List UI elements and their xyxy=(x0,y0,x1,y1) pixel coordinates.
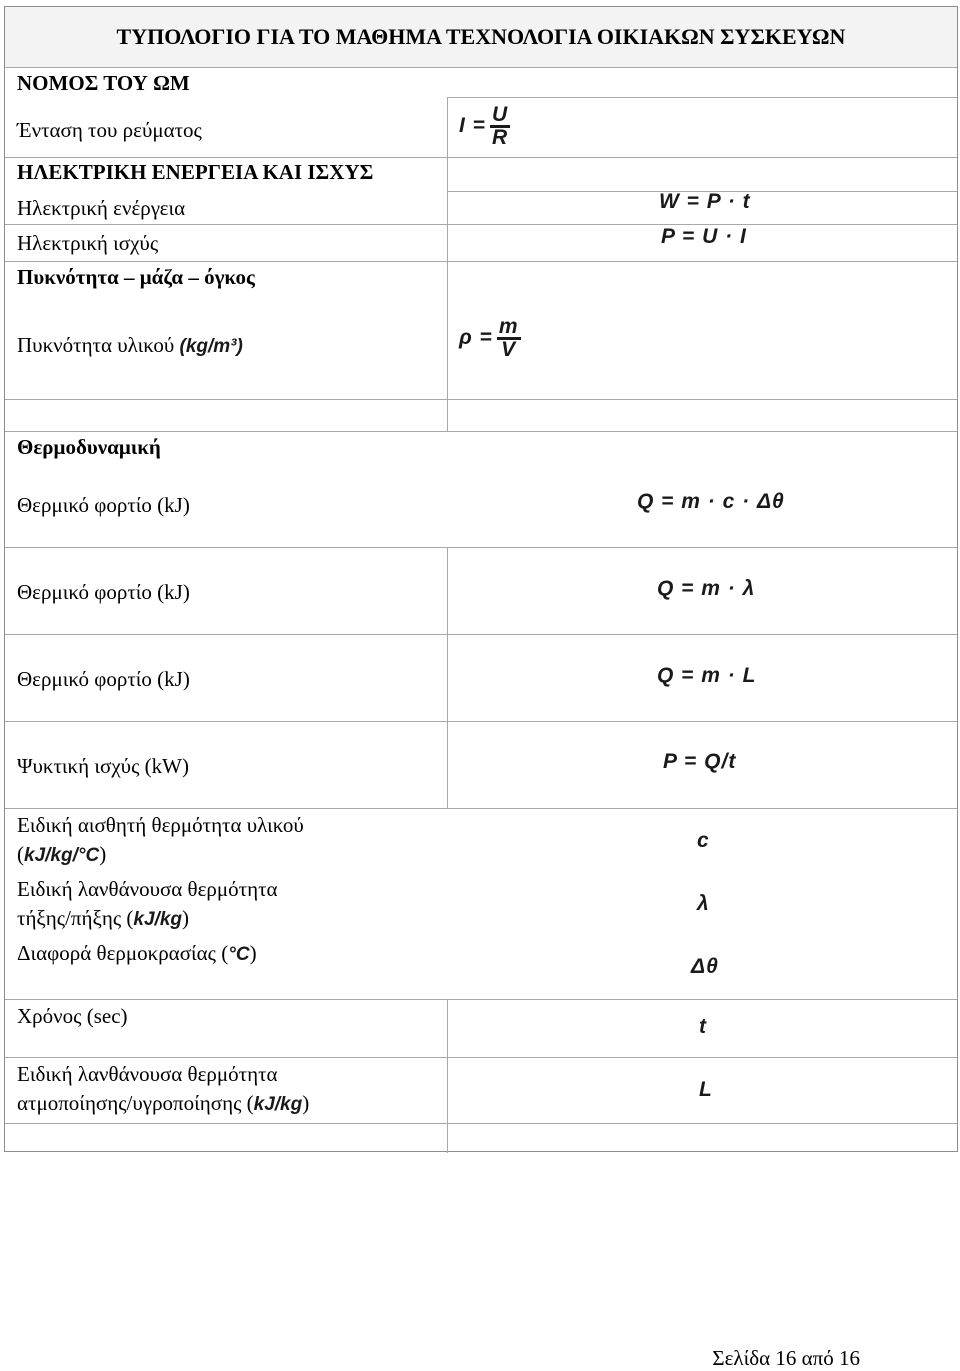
section-ohm: ΝΟΜΟΣ ΤΟΥ ΩΜ xyxy=(17,71,190,95)
label-cp-2 xyxy=(17,840,106,870)
symbol-t: t xyxy=(699,1015,707,1038)
section-density: Πυκνότητα – μάζα – όγκος xyxy=(17,265,255,289)
divider xyxy=(5,999,957,1000)
formula-energy: W = P · t xyxy=(659,190,751,213)
column-divider xyxy=(447,97,448,431)
formula-heat-2: Q = m · λ xyxy=(657,577,756,600)
column-divider xyxy=(447,999,448,1153)
L-close: ) xyxy=(302,1091,310,1115)
divider xyxy=(5,399,957,400)
ohm-num: U xyxy=(491,103,509,126)
cp-unit: kJ/kg/°C xyxy=(24,845,100,866)
divider xyxy=(5,224,957,225)
divider xyxy=(5,1123,957,1124)
symbol-dtheta: Δθ xyxy=(691,955,719,978)
lambda-close: ) xyxy=(182,906,189,930)
symbol-lambda: λ xyxy=(697,892,710,915)
section-energy: ΗΛΕΚΤΡΙΚΗ ΕΝΕΡΓΕΙΑ ΚΑΙ ΙΣΧΥΣ xyxy=(17,160,374,184)
divider xyxy=(447,97,957,98)
divider xyxy=(5,431,957,432)
divider xyxy=(5,1057,957,1058)
density-num: m xyxy=(498,315,519,338)
label-energy: Ηλεκτρική ενέργεια xyxy=(17,196,186,220)
column-divider xyxy=(447,399,448,431)
label-L-1: Ειδική λανθάνουσα θερμότητα xyxy=(17,1062,278,1086)
symbol-L: L xyxy=(699,1078,713,1101)
label-density xyxy=(17,331,243,361)
label-lambda-1: Ειδική λανθάνουσα θερμότητα xyxy=(17,877,278,901)
L-unit: kJ/kg xyxy=(253,1094,303,1115)
page-number: Σελίδα 16 από 16 xyxy=(712,1346,860,1370)
divider xyxy=(5,721,957,722)
label-heat-2: Θερμικό φορτίο (kJ) xyxy=(17,580,190,604)
lambda-text: τήξης/πήξης ( xyxy=(17,906,134,930)
label-lambda-2 xyxy=(17,904,189,934)
formula-heat-3: Q = m · L xyxy=(657,664,757,687)
page-title: ΤΥΠΟΛΟΓΙΟ ΓΙΑ ΤΟ ΜΑΘΗΜΑ ΤΕΧΝΟΛΟΓΙΑ ΟΙΚΙΑΚΩΝ ΣΥΣΚΕΥΩΝ xyxy=(116,24,846,49)
label-dtheta xyxy=(17,939,257,969)
symbol-c: c xyxy=(697,829,710,852)
dtheta-text: Διαφορά θερμοκρασίας ( xyxy=(17,941,229,965)
label-L-2 xyxy=(17,1089,309,1119)
cp-open: ( xyxy=(17,842,24,866)
density-lhs: ρ = xyxy=(459,326,493,350)
ohm-lhs: I = xyxy=(459,114,486,138)
divider xyxy=(5,67,957,68)
density-unit: (kg/m³) xyxy=(179,336,243,357)
label-heat-1: Θερμικό φορτίο (kJ) xyxy=(17,493,190,517)
formula-heat-1: Q = m · c · Δθ xyxy=(637,490,785,513)
cp-close: ) xyxy=(99,842,107,866)
formula-cooling: P = Q/t xyxy=(663,750,737,773)
section-thermo: Θερμοδυναμική xyxy=(17,435,161,459)
label-cp-1: Ειδική αισθητή θερμότητα υλικού xyxy=(17,813,304,837)
divider xyxy=(5,547,957,548)
label-cooling: Ψυκτική ισχύς (kW) xyxy=(17,754,189,778)
column-divider xyxy=(447,547,448,808)
formula-table xyxy=(4,6,958,1152)
dtheta-unit: °C xyxy=(228,944,250,965)
dtheta-close: ) xyxy=(249,941,257,965)
ohm-fraction xyxy=(490,105,510,148)
label-power: Ηλεκτρική ισχύς xyxy=(17,231,159,255)
divider xyxy=(5,261,957,262)
formula-power: P = U · I xyxy=(661,225,747,248)
L-text: ατμοποίησης/υγροποίησης ( xyxy=(17,1091,254,1115)
formula-density xyxy=(459,317,521,360)
density-text: Πυκνότητα υλικού xyxy=(17,333,175,357)
label-current: Ένταση του ρεύματος xyxy=(17,118,202,142)
label-time: Χρόνος (sec) xyxy=(17,1004,128,1028)
density-fraction xyxy=(497,317,521,360)
lambda-unit: kJ/kg xyxy=(133,909,182,930)
density-den: V xyxy=(501,338,517,361)
divider xyxy=(5,808,957,809)
formula-ohm xyxy=(459,105,510,148)
label-heat-3: Θερμικό φορτίο (kJ) xyxy=(17,667,190,691)
ohm-den: R xyxy=(491,126,509,149)
divider xyxy=(5,634,957,635)
